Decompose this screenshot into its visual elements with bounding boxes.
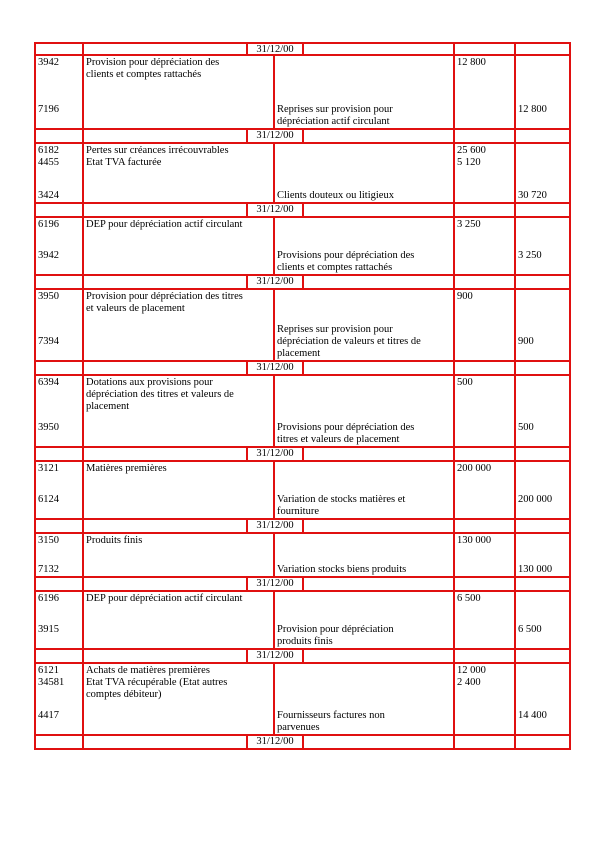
cell: [82, 130, 273, 142]
cell: [514, 56, 569, 128]
journal-entry: [34, 376, 571, 448]
credit-account: 3915: [38, 624, 59, 635]
credit-label: parvenues: [277, 722, 320, 733]
cell: [514, 448, 569, 460]
cell: [36, 650, 82, 662]
cell: [36, 362, 82, 374]
credit-label: Reprises sur provision pour: [277, 324, 393, 335]
cell: [82, 204, 273, 216]
debit-label: DEP pour dépréciation actif circulant: [86, 219, 243, 230]
cell: [82, 276, 273, 288]
debit-account: 6196: [38, 219, 59, 230]
credit-label: fourniture: [277, 506, 319, 517]
debit-account: 6121: [38, 665, 59, 676]
cell: [514, 520, 569, 532]
journal-entry: [34, 144, 571, 204]
journal-entry: [34, 592, 571, 650]
entry-date: 31/12/00: [246, 520, 304, 532]
credit-amount: 500: [518, 422, 534, 433]
date-row: [34, 578, 571, 592]
credit-amount: 6 500: [518, 624, 542, 635]
credit-label: Reprises sur provision pour: [277, 104, 393, 115]
date-row: [34, 650, 571, 664]
debit-amount: 2 400: [457, 677, 481, 688]
cell: [514, 462, 569, 518]
debit-amount: 5 120: [457, 157, 481, 168]
cell: [514, 362, 569, 374]
credit-label: Fournisseurs factures non: [277, 710, 385, 721]
cell: [453, 130, 514, 142]
credit-account: 7132: [38, 564, 59, 575]
date-row: [34, 520, 571, 534]
cell: [82, 362, 273, 374]
credit-label: Variation de stocks matières et: [277, 494, 406, 505]
cell: [514, 650, 569, 662]
cell: [36, 204, 82, 216]
credit-label: placement: [277, 348, 321, 359]
cell: [453, 362, 514, 374]
credit-account: 4417: [38, 710, 59, 721]
debit-account: 3150: [38, 535, 59, 546]
journal-entry: [34, 664, 571, 736]
credit-label: dépréciation actif circulant: [277, 116, 390, 127]
credit-amount: 200 000: [518, 494, 553, 505]
cell: [36, 448, 82, 460]
debit-account: 4455: [38, 157, 59, 168]
credit-label: titres et valeurs de placement: [277, 434, 400, 445]
debit-label: Pertes sur créances irrécouvrables: [86, 145, 229, 156]
credit-label: Provisions pour dépréciation des: [277, 422, 415, 433]
date-row: [34, 448, 571, 462]
journal-entry: [34, 290, 571, 362]
cell: [514, 130, 569, 142]
entry-date: 31/12/00: [246, 130, 304, 142]
credit-label: Variation stocks biens produits: [277, 564, 407, 575]
debit-label: DEP pour dépréciation actif circulant: [86, 593, 243, 604]
entry-date: 31/12/00: [246, 276, 304, 288]
cell: [82, 650, 273, 662]
debit-label: dépréciation des titres et valeurs de: [86, 389, 234, 400]
cell: [453, 448, 514, 460]
entry-date: 31/12/00: [246, 578, 304, 590]
date-row: [34, 362, 571, 376]
debit-label: Etat TVA récupérable (Etat autres: [86, 677, 228, 688]
cell: [453, 204, 514, 216]
cell: [514, 290, 569, 360]
cell: [453, 736, 514, 748]
debit-account: 6394: [38, 377, 59, 388]
credit-label: dépréciation de valeurs et titres de: [277, 336, 421, 347]
cell: [82, 44, 273, 54]
cell: [514, 592, 569, 648]
credit-account: 7394: [38, 336, 59, 347]
cell: [453, 650, 514, 662]
cell: [453, 578, 514, 590]
debit-amount: 3 250: [457, 219, 481, 230]
cell: [82, 448, 273, 460]
date-row: [34, 204, 571, 218]
cell: [36, 736, 82, 748]
cell: [36, 130, 82, 142]
debit-account: 6182: [38, 145, 59, 156]
debit-amount: 130 000: [457, 535, 492, 546]
debit-label: Produits finis: [86, 535, 143, 546]
cell: [514, 218, 569, 274]
credit-account: 7196: [38, 104, 59, 115]
cell: [36, 276, 82, 288]
credit-label: Provisions pour dépréciation des: [277, 250, 415, 261]
credit-account: 6124: [38, 494, 59, 505]
date-row: [34, 276, 571, 290]
journal-entry: [34, 462, 571, 520]
date-row: [34, 130, 571, 144]
debit-label: Matières premières: [86, 463, 167, 474]
debit-label: Dotations aux provisions pour: [86, 377, 213, 388]
journal-entry: [34, 56, 571, 130]
cell: [514, 376, 569, 446]
debit-label: Achats de matières premières: [86, 665, 210, 676]
cell: [453, 276, 514, 288]
cell: [82, 578, 273, 590]
debit-amount: 12 800: [457, 57, 486, 68]
debit-amount: 500: [457, 377, 473, 388]
credit-amount: 12 800: [518, 104, 547, 115]
date-row: [34, 736, 571, 750]
cell: [36, 44, 82, 54]
journal-entry: [34, 218, 571, 276]
credit-account: 3424: [38, 190, 59, 201]
cell: [36, 520, 82, 532]
credit-amount: 900: [518, 336, 534, 347]
debit-amount: 25 600: [457, 145, 486, 156]
credit-account: 3942: [38, 250, 59, 261]
debit-label: et valeurs de placement: [86, 303, 185, 314]
debit-amount: 12 000: [457, 665, 486, 676]
debit-label: Etat TVA facturée: [86, 157, 162, 168]
cell: [514, 204, 569, 216]
debit-account: 3950: [38, 291, 59, 302]
debit-amount: 6 500: [457, 593, 481, 604]
debit-account: 3121: [38, 463, 59, 474]
debit-amount: 200 000: [457, 463, 492, 474]
cell: [82, 736, 273, 748]
date-row: [34, 42, 571, 56]
entry-date: 31/12/00: [246, 44, 304, 54]
credit-label: clients et comptes rattachés: [277, 262, 393, 273]
debit-label: Provision pour dépréciation des titres: [86, 291, 243, 302]
debit-label: placement: [86, 401, 130, 412]
credit-amount: 14 400: [518, 710, 547, 721]
debit-amount: 900: [457, 291, 473, 302]
debit-account: 6196: [38, 593, 59, 604]
debit-label: Provision pour dépréciation des: [86, 57, 220, 68]
entry-date: 31/12/00: [246, 650, 304, 662]
cell: [36, 578, 82, 590]
credit-amount: 3 250: [518, 250, 542, 261]
cell: [514, 736, 569, 748]
journal-table: [34, 42, 571, 750]
debit-label: clients et comptes rattachés: [86, 69, 202, 80]
credit-label: Clients douteux ou litigieux: [277, 190, 394, 201]
cell: [514, 276, 569, 288]
entry-date: 31/12/00: [246, 362, 304, 374]
cell: [514, 578, 569, 590]
cell: [514, 664, 569, 734]
credit-amount: 30 720: [518, 190, 547, 201]
journal-entry: [34, 534, 571, 578]
entry-date: 31/12/00: [246, 204, 304, 216]
credit-account: 3950: [38, 422, 59, 433]
cell: [82, 520, 273, 532]
cell: [453, 44, 514, 54]
cell: [514, 44, 569, 54]
entry-date: 31/12/00: [246, 448, 304, 460]
credit-amount: 130 000: [518, 564, 553, 575]
debit-account: 34581: [38, 677, 65, 688]
debit-label: comptes débiteur): [86, 689, 162, 700]
entry-date: 31/12/00: [246, 736, 304, 748]
debit-account: 3942: [38, 57, 59, 68]
credit-label: Provision pour dépréciation: [277, 624, 394, 635]
credit-label: produits finis: [277, 636, 333, 647]
cell: [453, 520, 514, 532]
